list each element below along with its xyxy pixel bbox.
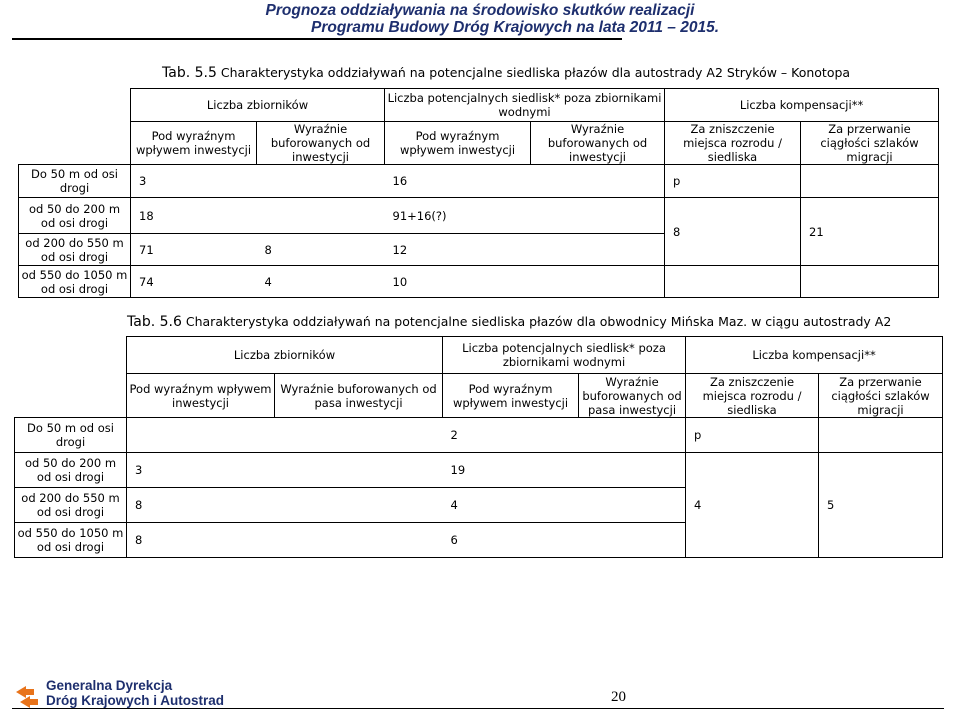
cell	[531, 165, 665, 198]
cell	[531, 198, 665, 234]
table2-sub-header: Za przerwanie ciągłości szlaków migracji	[819, 374, 943, 418]
table1-caption-tab: Tab. 5.	[162, 65, 208, 81]
header-line-2: Programu Budowy Dróg Krajowych na lata 2011 – 2015.	[310, 19, 720, 36]
table2-group-header: Liczba potencjalnych siedlisk* poza zbiornikami wodnymi	[443, 337, 686, 374]
cell: p	[686, 418, 819, 453]
cell	[579, 418, 686, 453]
document-header	[0, 2, 960, 36]
table1-group-header: Liczba zbiorników	[131, 89, 385, 122]
table-row	[15, 453, 943, 488]
table1-corner	[19, 89, 131, 165]
cell: 74	[131, 266, 257, 298]
table2-sub-header: Wyraźnie buforowanych od pasa inwestycji	[579, 374, 686, 418]
table2-sub-header: Wyraźnie buforowanych od pasa inwestycji	[275, 374, 443, 418]
row-label: od 200 do 550 m od osi drogi	[15, 488, 127, 523]
table2-group-header: Liczba zbiorników	[127, 337, 443, 374]
cell: 71	[131, 234, 257, 266]
cell: 10	[385, 266, 531, 298]
table2-sub-header: Pod wyraźnym wpływem inwestycji	[443, 374, 579, 418]
table1-group-header: Liczba potencjalnych siedlisk* poza zbiornikami wodnymi	[385, 89, 665, 122]
table-row	[19, 198, 939, 234]
gddkia-logo-text	[46, 678, 224, 708]
row-label: Do 50 m od osi drogi	[19, 165, 131, 198]
cell: 18	[131, 198, 257, 234]
cell	[257, 165, 385, 198]
cell	[801, 165, 939, 198]
header-line-1: Prognoza oddziaływania na środowisko skutków realizacji	[265, 2, 695, 19]
table1-caption-text: Charakterystyka oddziaływań na potencjalne siedliska płazów dla autostrady A2 Stryków – Konotopa	[216, 65, 851, 80]
gddkia-logo	[14, 676, 274, 712]
cell: 4	[257, 266, 385, 298]
footer-divider	[12, 708, 944, 709]
table-row	[19, 266, 939, 298]
cell: 21	[801, 198, 939, 266]
cell	[275, 418, 443, 453]
cell: 6	[443, 523, 579, 558]
table2-caption-num: 6	[172, 314, 182, 330]
table2-sub-header: Za zniszczenie miejsca rozrodu / siedliska	[686, 374, 819, 418]
cell	[819, 418, 943, 453]
cell	[275, 453, 443, 488]
table2-caption	[127, 314, 891, 330]
table2-group-header: Liczba kompensacji**	[686, 337, 943, 374]
cell: p	[665, 165, 801, 198]
cell	[531, 234, 665, 266]
gddkia-arrows-icon	[14, 680, 42, 710]
row-label: od 550 do 1050 m od osi drogi	[19, 266, 131, 298]
cell: 4	[686, 453, 819, 558]
table1	[18, 88, 939, 298]
cell: 91+16(?)	[385, 198, 531, 234]
table1-caption	[162, 65, 850, 81]
cell: 3	[131, 165, 257, 198]
table1-group-header: Liczba kompensacji**	[665, 89, 939, 122]
cell: 8	[257, 234, 385, 266]
row-label: Do 50 m od osi drogi	[15, 418, 127, 453]
cell: 16	[385, 165, 531, 198]
table1-sub-header: Za zniszczenie miejsca rozrodu / siedliska	[665, 122, 801, 165]
cell: 12	[385, 234, 531, 266]
cell	[665, 266, 801, 298]
cell	[257, 198, 385, 234]
cell	[275, 523, 443, 558]
table1-sub-header: Za przerwanie ciągłości szlaków migracji	[801, 122, 939, 165]
cell: 2	[443, 418, 579, 453]
cell: 8	[127, 523, 275, 558]
cell	[579, 523, 686, 558]
table-row	[19, 165, 939, 198]
cell	[579, 453, 686, 488]
page-number: 20	[611, 689, 626, 705]
cell	[531, 266, 665, 298]
cell	[275, 488, 443, 523]
table2-sub-header: Pod wyraźnym wpływem inwestycji	[127, 374, 275, 418]
cell	[801, 266, 939, 298]
table1-sub-header: Pod wyraźnym wpływem inwestycji	[131, 122, 257, 165]
cell	[579, 488, 686, 523]
header-divider	[12, 38, 622, 40]
row-label: od 50 do 200 m od osi drogi	[15, 453, 127, 488]
table1-sub-header: Pod wyraźnym wpływem inwestycji	[385, 122, 531, 165]
row-label: od 550 do 1050 m od osi drogi	[15, 523, 127, 558]
table-row	[15, 418, 943, 453]
cell: 8	[665, 198, 801, 266]
table2-corner	[15, 337, 127, 418]
cell: 8	[127, 488, 275, 523]
logo-line-1: Generalna Dyrekcja	[46, 678, 173, 693]
cell: 19	[443, 453, 579, 488]
row-label: od 200 do 550 m od osi drogi	[19, 234, 131, 266]
cell: 4	[443, 488, 579, 523]
table2-caption-text: Charakterystyka oddziaływań na potencjalne siedliska płazów dla obwodnicy Mińska Maz. w ciągu autostrady A2	[181, 314, 892, 329]
table2-caption-tab: Tab. 5.	[127, 314, 173, 330]
table2	[14, 336, 943, 558]
cell	[127, 418, 275, 453]
table1-sub-header: Wyraźnie buforowanych od inwestycji	[531, 122, 665, 165]
table1-sub-header: Wyraźnie buforowanych od inwestycji	[257, 122, 385, 165]
table1-caption-num: 5	[207, 65, 217, 81]
logo-line-2: Dróg Krajowych i Autostrad	[46, 693, 225, 708]
cell: 5	[819, 453, 943, 558]
row-label: od 50 do 200 m od osi drogi	[19, 198, 131, 234]
cell: 3	[127, 453, 275, 488]
